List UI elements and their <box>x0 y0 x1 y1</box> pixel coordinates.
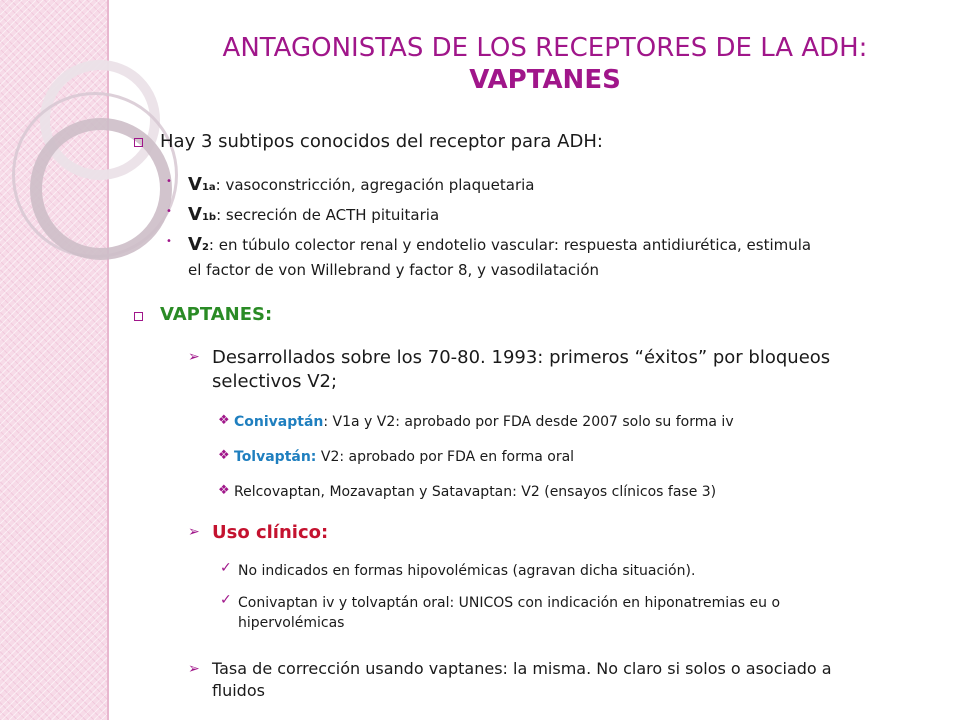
drug-tolvaptan <box>234 447 574 467</box>
arrow-bullet-icon: ➢ <box>188 661 200 677</box>
section1-heading: Hay 3 subtipos conocidos del receptor para ADH: <box>160 131 603 152</box>
uso-first-letter: U <box>212 522 227 543</box>
drug-conivaptan <box>234 412 734 432</box>
check-text: Conivaptan iv y tolvaptán oral: UNICOS con indicación en hiponatremias eu o <box>238 595 781 611</box>
section2-heading: VAPTANES: <box>160 304 273 325</box>
uso-check-1 <box>238 561 695 581</box>
diamond-bullet-icon: ❖ <box>218 413 230 428</box>
receptor-v2 <box>188 233 908 282</box>
drug-name: Conivaptán <box>234 414 324 430</box>
receptor-subscript: 1a <box>201 182 216 193</box>
dot-bullet-icon: • <box>166 206 172 217</box>
receptor-text: : vasoconstricción, agregación plaquetaria <box>215 176 535 194</box>
diamond-bullet-icon: ❖ <box>218 448 230 463</box>
drug-desc: : V1a y V2: aprobado por FDA desde 2007 solo su forma iv <box>323 414 734 430</box>
arrow-bullet-icon: ➢ <box>188 349 200 365</box>
check-text: No indicados en formas hipovolémicas (agravan dicha situación). <box>238 563 696 579</box>
drug-desc: Relcovaptan, Mozavaptan y Satavaptan: V2 (ensayos clínicos fase 3) <box>234 484 717 500</box>
drug-name: Tolvaptán: <box>234 449 317 465</box>
diamond-bullet-icon: ❖ <box>218 483 230 498</box>
title-line-1: ANTAGONISTAS DE LOS RECEPTORES DE LA ADH: <box>222 33 868 63</box>
correction-line-1: Tasa de corrección usando vaptanes: la misma. No claro si solos o asociado a <box>212 659 832 678</box>
check-icon: ✓ <box>220 592 232 608</box>
uso-rest: so clínico: <box>226 522 329 543</box>
receptor-letter: V <box>188 234 202 255</box>
drug-desc: V2: aprobado por FDA en forma oral <box>316 449 575 465</box>
correction-line-2: fluidos <box>212 681 265 700</box>
square-bullet-icon <box>134 138 143 147</box>
dot-bullet-icon: • <box>166 176 172 187</box>
check-icon: ✓ <box>220 560 232 576</box>
development-line-2: selectivos V2; <box>212 371 338 392</box>
development-point <box>212 346 912 394</box>
decorative-ring <box>30 118 172 260</box>
receptor-text: : en túbulo colector renal y endotelio vascular: respuesta antidiurética, estimula <box>208 236 812 254</box>
arrow-bullet-icon: ➢ <box>188 524 200 540</box>
receptor-v1a <box>188 173 534 199</box>
uso-clinico-heading <box>212 521 328 545</box>
receptor-text: : secreción de ACTH pituitaria <box>216 206 440 224</box>
development-line-1: Desarrollados sobre los 70-80. 1993: primeros “éxitos” por bloqueos <box>212 347 831 368</box>
check-text-cont: hipervolémicas <box>238 615 345 631</box>
drug-others <box>234 482 716 502</box>
receptor-letter: V <box>188 204 202 225</box>
slide-title <box>150 32 940 96</box>
title-line-2: VAPTANES <box>469 65 621 95</box>
dot-bullet-icon: • <box>166 236 172 247</box>
correction-rate-point <box>212 658 912 702</box>
receptor-subscript: 1b <box>201 212 217 223</box>
receptor-subscript: 2 <box>201 242 209 253</box>
receptor-v1b <box>188 203 439 229</box>
receptor-letter: V <box>188 174 202 195</box>
receptor-text-cont: el factor de von Willebrand y factor 8, y vasodilatación <box>188 261 599 279</box>
square-bullet-icon <box>134 312 143 321</box>
uso-check-2 <box>238 593 898 633</box>
